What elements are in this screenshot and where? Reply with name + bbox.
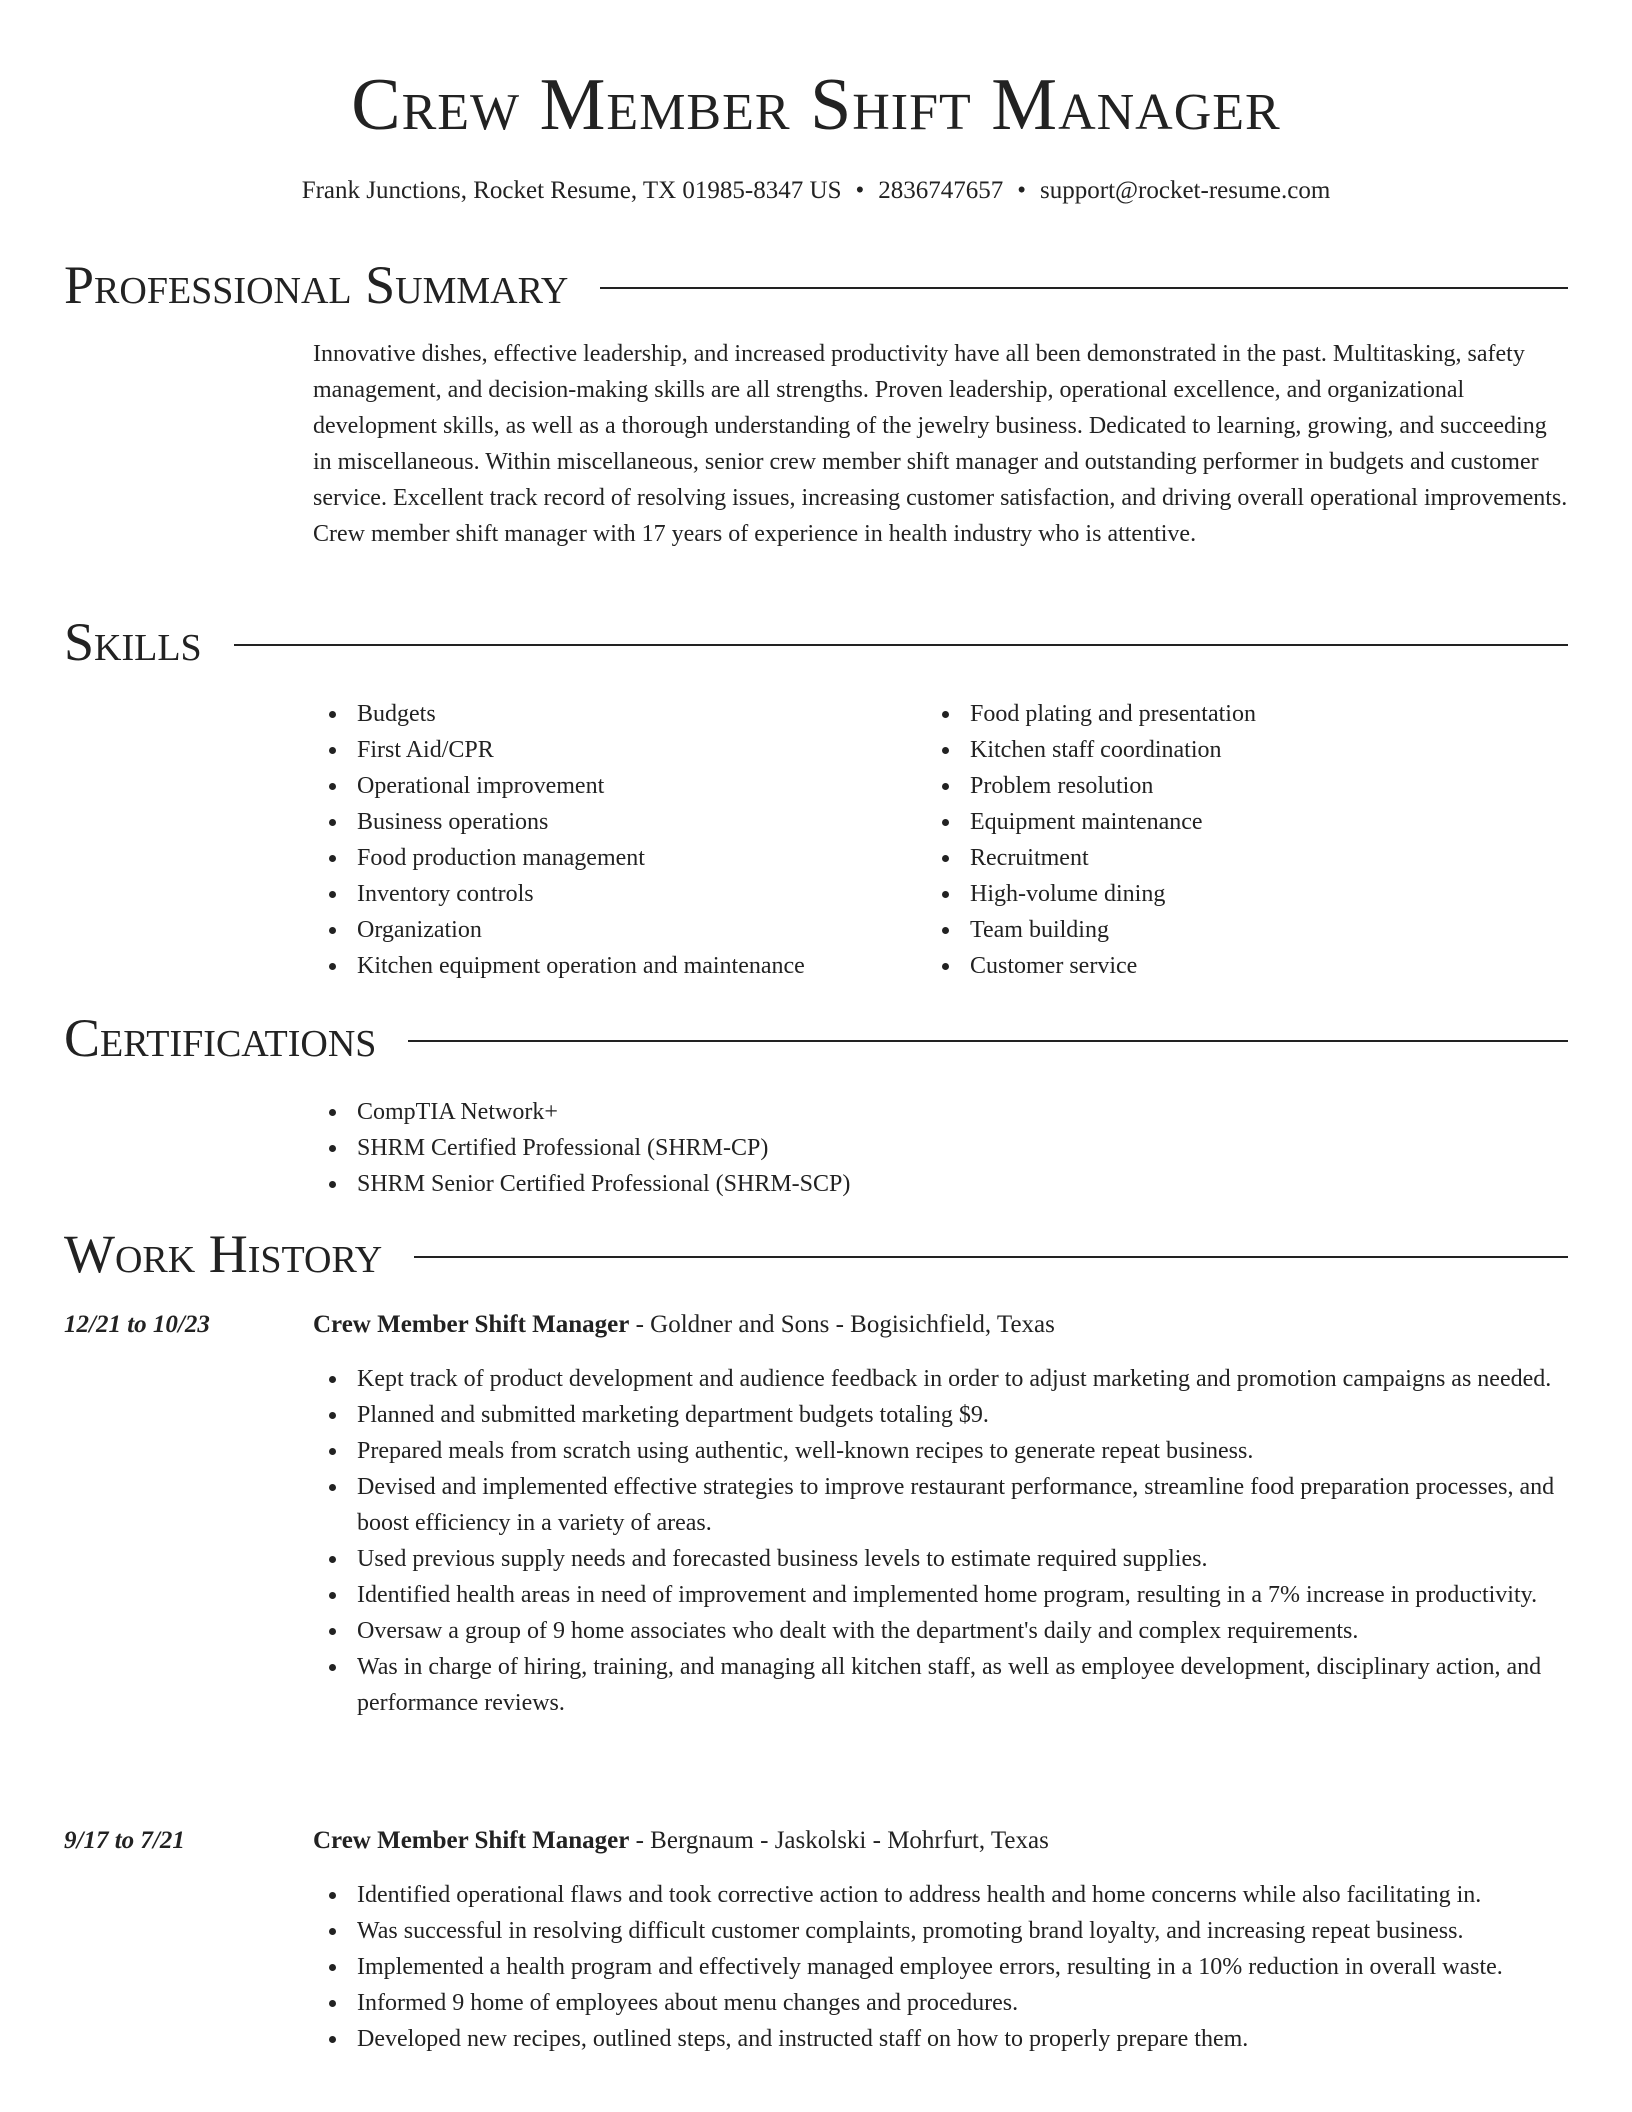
duty-item: Prepared meals from scratch using authentic, well-known recipes to generate repeat business. xyxy=(313,1433,1568,1469)
candidate-name: Crew Member Shift Manager xyxy=(351,64,1281,146)
duty-item: Planned and submitted marketing department budgets totaling $9. xyxy=(313,1397,1568,1433)
duty-item: Was in charge of hiring, training, and managing all kitchen staff, as well as employee development, disciplinary action, and performance reviews. xyxy=(313,1649,1568,1721)
job-employer: - Goldner and Sons - Bogisichfield, Texas xyxy=(629,1311,1055,1338)
section-divider xyxy=(408,1040,1568,1042)
skills-column-left xyxy=(313,696,913,984)
section-divider xyxy=(414,1256,1568,1258)
skill-item: Business operations xyxy=(313,804,913,840)
job-dates: 9/17 to 7/21 xyxy=(64,1827,185,1854)
skill-item: Equipment maintenance xyxy=(926,804,1566,840)
duty-item: Developed new recipes, outlined steps, and instructed staff on how to properly prepare them. xyxy=(313,2021,1568,2057)
skill-item: Team building xyxy=(926,912,1566,948)
skill-item: Food plating and presentation xyxy=(926,696,1566,732)
skill-item: Problem resolution xyxy=(926,768,1566,804)
skill-item: Kitchen staff coordination xyxy=(926,732,1566,768)
section-divider xyxy=(600,287,1568,289)
contact-separator: • xyxy=(1017,177,1027,204)
skill-item: Organization xyxy=(313,912,913,948)
job-duties xyxy=(313,1361,1568,1721)
skill-item: Recruitment xyxy=(926,840,1566,876)
section-divider xyxy=(234,644,1568,646)
skill-item: High-volume dining xyxy=(926,876,1566,912)
job-employer: - Bergnaum - Jaskolski - Mohrfurt, Texas xyxy=(629,1827,1049,1854)
duty-item: Devised and implemented effective strategies to improve restaurant performance, streamline food preparation processes, and boost efficiency in a variety of areas. xyxy=(313,1469,1568,1541)
duty-item: Was successful in resolving difficult customer complaints, promoting brand loyalty, and increasing repeat business. xyxy=(313,1913,1568,1949)
contact-address: Frank Junctions, Rocket Resume, TX 01985-8347 US xyxy=(301,177,842,204)
contact-phone: 2836747657 xyxy=(878,177,1004,204)
skill-item: Kitchen equipment operation and maintenance xyxy=(313,948,913,984)
work-history-section-title: Work History xyxy=(64,1224,383,1284)
job-heading xyxy=(313,1307,1055,1343)
skills-column-right xyxy=(926,696,1566,984)
summary-section-header xyxy=(64,253,1568,317)
skills-section-header xyxy=(64,610,1568,674)
skills-section-title: Skills xyxy=(64,612,202,672)
certifications-section-title: Certifications xyxy=(64,1008,377,1068)
job-heading xyxy=(313,1823,1049,1859)
certification-item: SHRM Senior Certified Professional (SHRM-SCP) xyxy=(313,1166,1413,1202)
skill-item: Customer service xyxy=(926,948,1566,984)
contact-email: support@rocket-resume.com xyxy=(1040,177,1331,204)
duty-item: Oversaw a group of 9 home associates who dealt with the department's daily and complex requirements. xyxy=(313,1613,1568,1649)
job-title: Crew Member Shift Manager xyxy=(313,1827,630,1854)
summary-text: Innovative dishes, effective leadership, and increased productivity have all been demonstrated in the past. Multitasking, safety management, and decision-making skills are all strengths. Proven leadership, operational excellence, and organizational development skills, as well as a thorough understanding of the jewelry business. Dedicated to learning, growing, and succeeding in miscellaneous. Within miscellaneous, senior crew member shift manager and outstanding performer in budgets and customer service. Excellent track record of resolving issues, increasing customer satisfaction, and driving overall operational improvements. Crew member shift manager with 17 years of experience in health industry who is attentive. xyxy=(313,341,1568,547)
skill-item: Operational improvement xyxy=(313,768,913,804)
skill-item: First Aid/CPR xyxy=(313,732,913,768)
duty-item: Used previous supply needs and forecasted business levels to estimate required supplies. xyxy=(313,1541,1568,1577)
certifications-list xyxy=(313,1094,1413,1202)
duty-item: Implemented a health program and effectively managed employee errors, resulting in a 10% reduction in overall waste. xyxy=(313,1949,1568,1985)
skill-item: Budgets xyxy=(313,696,913,732)
job-dates: 12/21 to 10/23 xyxy=(64,1311,210,1338)
work-history-section-header xyxy=(64,1222,1568,1286)
contact-separator: • xyxy=(855,177,865,204)
certification-item: CompTIA Network+ xyxy=(313,1094,1413,1130)
certification-item: SHRM Certified Professional (SHRM-CP) xyxy=(313,1130,1413,1166)
duty-item: Identified operational flaws and took corrective action to address health and home concerns while also facilitating in. xyxy=(313,1877,1568,1913)
job-title: Crew Member Shift Manager xyxy=(313,1311,630,1338)
summary-section-title: Professional Summary xyxy=(64,255,569,315)
duty-item: Informed 9 home of employees about menu changes and procedures. xyxy=(313,1985,1568,2021)
certifications-section-header xyxy=(64,1006,1568,1070)
contact-line xyxy=(0,174,1632,208)
skill-item: Food production management xyxy=(313,840,913,876)
skill-item: Inventory controls xyxy=(313,876,913,912)
job-duties xyxy=(313,1877,1568,2057)
duty-item: Identified health areas in need of improvement and implemented home program, resulting in a 7% increase in productivity. xyxy=(313,1577,1568,1613)
duty-item: Kept track of product development and audience feedback in order to adjust marketing and promotion campaigns as needed. xyxy=(313,1361,1568,1397)
